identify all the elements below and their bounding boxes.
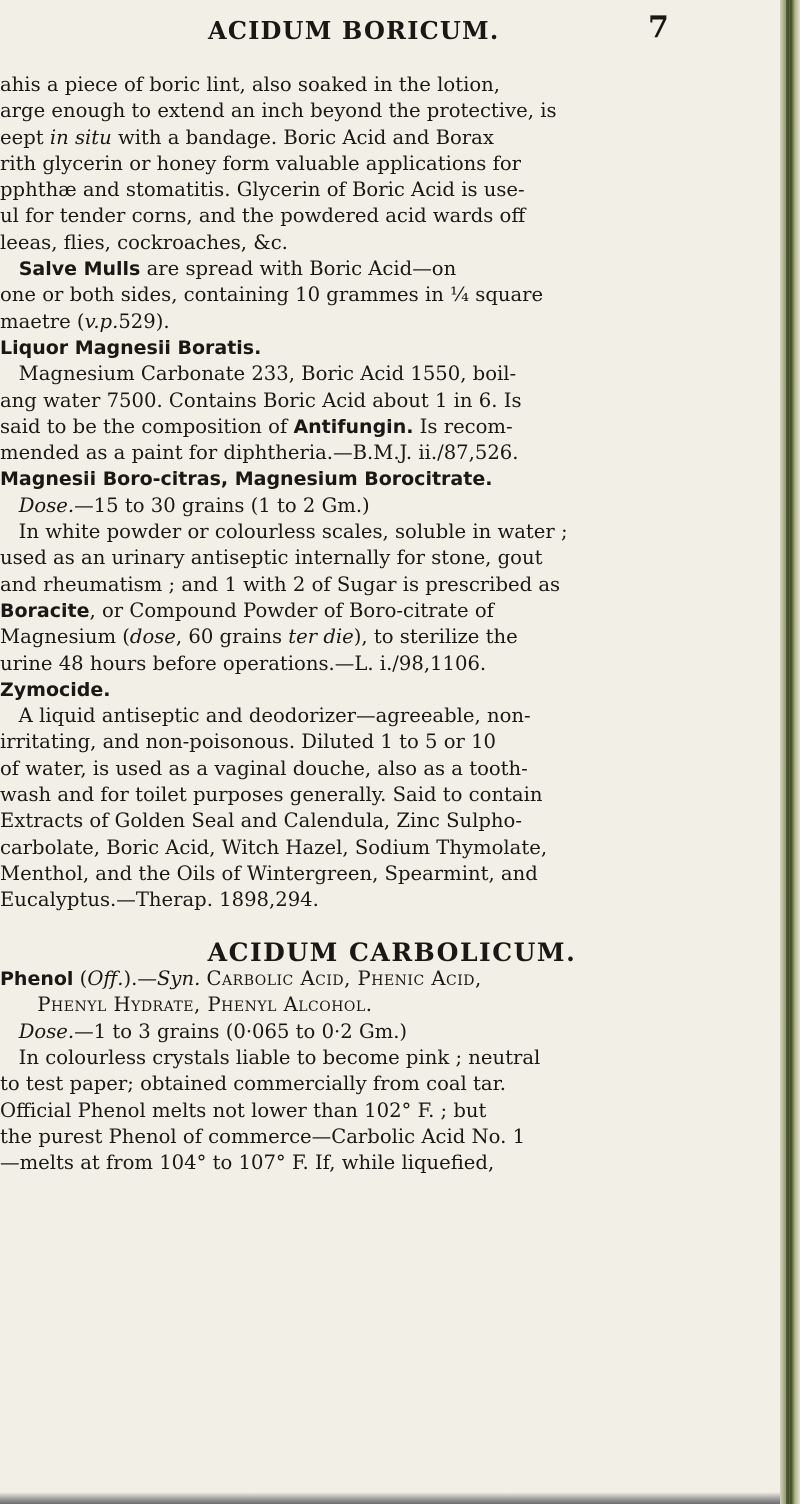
text-line [0, 440, 784, 466]
text-line [0, 466, 784, 492]
text-run [0, 1020, 19, 1043]
text-run: irritating, and non-poisonous. Diluted 1 to 5 or 10 [0, 730, 497, 754]
text-run: mended as a paint for diphtheria.—B.M.J. ii./87,526. [0, 441, 519, 465]
text-run: —1 to 3 grains (0·065 to 0·2 Gm.) [74, 1019, 408, 1043]
text-run: of water, is used as a vaginal douche, also as a tooth- [0, 756, 528, 780]
text-run: Dose. [18, 493, 75, 517]
page-number: 7 [648, 10, 669, 45]
text-run: urine 48 hours before operations.—L. i./98,1106. [0, 651, 487, 675]
text-run: In colourless crystals liable to become pink ; neutral [0, 1045, 541, 1069]
text-run: Dose. [18, 1019, 75, 1043]
text-run: maetre ( [0, 309, 85, 333]
text-run: ang water 7500. Contains Boric Acid about 1 in 6. Is [0, 388, 522, 412]
text-run [0, 494, 19, 517]
text-line [0, 256, 784, 282]
text-run: Phenyl Hydrate, Phenyl Alcohol. [37, 993, 373, 1017]
text-line [0, 887, 784, 913]
text-run: Is recom- [413, 414, 513, 438]
text-run: Official Phenol melts not lower than 102° F. ; but [0, 1098, 487, 1122]
text-line [0, 545, 784, 571]
text-run: rith glycerin or honey form valuable applications for [0, 151, 521, 175]
text-run: one or both sides, containing 10 grammes in ¼ square [0, 283, 544, 307]
text-run: Magnesium ( [0, 625, 130, 649]
text-run: wash and for toilet purposes generally. Said to contain [0, 783, 543, 807]
text-run: are spread with Boric Acid—on [140, 257, 457, 281]
entry-heading: Phenol [0, 968, 74, 991]
text-line [0, 414, 784, 440]
text-run: to test paper; obtained commercially from coal tar. [0, 1072, 507, 1096]
text-line [0, 677, 784, 703]
text-run [0, 257, 19, 280]
text-line [0, 861, 784, 887]
entry-heading: Liquor Magnesii Boratis. [0, 336, 262, 359]
text-run: 529). [118, 309, 170, 333]
text-run: , or Compound Powder of Boro-citrate of [89, 598, 494, 622]
book-binding-edge [780, 0, 800, 1504]
entry-heading: Salve Mulls [18, 258, 141, 281]
text-run: Magnesium Carbonate 233, Boric Acid 1550, boil- [0, 362, 517, 386]
text-line [0, 282, 784, 308]
text-run: —melts at from 104° to 107° F. If, while liquefied, [0, 1151, 495, 1175]
text-line [0, 992, 784, 1018]
page-bottom-edge [0, 1492, 788, 1504]
text-line [0, 1071, 784, 1097]
text-line [0, 203, 784, 229]
text-run: ahis a piece of boric lint, also soaked in the lotion, [0, 73, 500, 96]
text-line [0, 151, 784, 177]
text-run: the purest Phenol of commerce—Carbolic Acid No. 1 [0, 1124, 526, 1148]
text-run: ( [73, 967, 88, 991]
text-run: ter die [288, 625, 354, 649]
text-line [0, 230, 784, 256]
text-line [0, 519, 784, 545]
text-run: In white powder or colourless scales, soluble in water ; [0, 520, 568, 544]
text-run: leeas, flies, cockroaches, &c. [0, 230, 288, 254]
entry-heading: Zymocide. [0, 678, 111, 701]
text-line [0, 1124, 784, 1150]
text-line [0, 361, 784, 387]
text-line [0, 966, 784, 992]
text-line [0, 388, 784, 414]
text-run: Carbolic Acid, Phenic Acid, [206, 967, 482, 991]
text-run: ).— [123, 967, 157, 991]
section-heading: ACIDUM CARBOLICUM. [207, 937, 577, 967]
text-line [0, 729, 784, 755]
text-run: Menthol, and the Oils of Wintergreen, Spearmint, and [0, 861, 538, 885]
text-run: pphthæ and stomatitis. Glycerin of Boric Acid is use- [0, 178, 525, 202]
text-line [0, 1045, 784, 1071]
text-line [0, 1019, 784, 1045]
blank-line [0, 914, 784, 940]
text-run: Off. [87, 967, 124, 991]
text-line [0, 335, 784, 361]
text-run: arge enough to extend an inch beyond the protective, is [0, 99, 557, 123]
text-line [0, 651, 784, 677]
text-run: used as an urinary antiseptic internally for stone, gout [0, 546, 543, 570]
text-line [0, 177, 784, 203]
text-run: v.p. [84, 309, 119, 333]
text-line [0, 835, 784, 861]
text-run: dose [129, 625, 176, 649]
text-line [0, 1150, 784, 1176]
text-run: eept [0, 125, 50, 149]
text-line [0, 98, 784, 124]
entry-heading: Boracite [0, 599, 90, 622]
text-line [0, 624, 784, 650]
text-run: with a bandage. Boric Acid and Borax [111, 125, 494, 149]
text-run: , 60 grains [175, 625, 289, 649]
text-line [0, 703, 784, 729]
running-title: ACIDUM BORICUM. [208, 16, 500, 45]
text-run: Eucalyptus.—Therap. 1898,294. [0, 888, 319, 912]
text-run: Extracts of Golden Seal and Calendula, Zinc Sulpho- [0, 809, 522, 833]
text-line [0, 309, 784, 335]
text-run: —15 to 30 grains (1 to 2 Gm.) [74, 493, 370, 517]
text-run: and rheumatism ; and 1 with 2 of Sugar is prescribed as [0, 572, 561, 596]
text-run: said to be the composition of [0, 414, 294, 438]
running-header [0, 6, 788, 52]
text-line [0, 72, 784, 98]
text-line [0, 493, 784, 519]
body-text [0, 72, 784, 1176]
text-run: carbolate, Boric Acid, Witch Hazel, Sodium Thymolate, [0, 835, 548, 859]
text-line [0, 125, 784, 151]
entry-heading: Magnesii Boro-citras, Magnesium Borocitrate. [0, 468, 493, 491]
text-line [0, 808, 784, 834]
entry-heading: Antifungin. [293, 415, 414, 438]
text-line [0, 598, 784, 624]
text-run: A liquid antiseptic and deodorizer—agreeable, non- [0, 704, 531, 728]
text-run: ), to sterilize the [353, 625, 518, 649]
text-line [0, 1098, 784, 1124]
text-line [0, 572, 784, 598]
text-run [0, 993, 37, 1016]
text-line [0, 782, 784, 808]
text-run: in situ [49, 125, 112, 149]
text-line [0, 756, 784, 782]
text-run: ul for tender corns, and the powdered acid wards off [0, 204, 526, 228]
text-run: Syn. [156, 967, 201, 991]
